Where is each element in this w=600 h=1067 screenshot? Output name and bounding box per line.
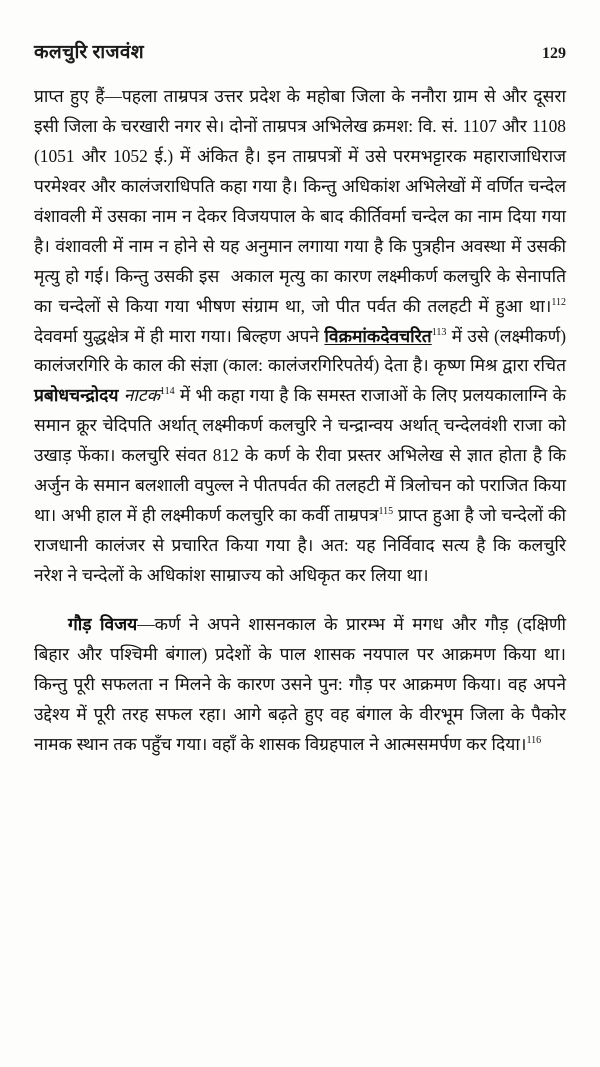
running-head-title: कलचुरि राजवंश [34, 42, 144, 63]
page-number: 129 [542, 45, 566, 62]
text-run: में उसे (लक्ष्मीकर्ण) कालंजरगिरि के काल की संज्ञा (काल: कालंजरगिरिपतेर्य) देता है। कृष्ण मिश्र द्वारा रचित [34, 325, 571, 376]
text-run: प्राप्त हुए हैं—पहला ताम्रपत्र उत्तर प्रदेश के महोबा जिला के ननौरा ग्राम से और दूसरा इसी जिला के चरखारी नगर से। दोनों ताम्रपत्र अभिलेख क्रमश: वि. सं. 1107 और 1108 (1051 और 1052 ई.) में अंकित है। इन ताम्रपत्रों में उसे परमभट्टारक महाराजाधिराज परमेश्वर और कालंजराधिपति कहा गया है। किन्तु अधिकांश अभिलेखों में वर्णित चन्देल वंशावली में उसका नाम न देकर विजयपाल के बाद कीर्तिवर्मा चन्देल का नाम दिया गया है। वंशावली में नाम न होने से यह अनुमान लगाया गया है कि पुत्रहीन अवस्था में उसकी मृत्यु हो गई। किन्तु उसकी इस अकाल मृत्यु का कारण लक्ष्मीकर्ण कलचुरि के सेनापति का चन्देलों से किया गया भीषण संग्राम था, जो पीत पर्वत की तलहटी में हुआ था। [34, 86, 571, 316]
text-run: देववर्मा युद्धक्षेत्र में ही मारा गया। बिल्हण अपने [34, 295, 571, 346]
text-run: —कर्ण ने अपने शासनकाल के प्रारम्भ में मगध और गौड़ (दक्षिणी बिहार और पश्चिमी बंगाल) प्रदेशों के पाल शासक नयपाल पर आक्रमण किया था। किन्तु पूरी सफलता न मिलने के कारण उसने पुन: गौड़ पर आक्रमण किया। वह अपने उद्देश्य में पूरी तरह सफल रहा। आगे बढ़ते हुए वह बंगाल के वीरभूम जिला के पैकोर नामक स्थान तक पहुँच गया। वहाँ के शासक विग्रहपाल ने आत्मसमर्पण कर दिया। [34, 613, 571, 754]
page-body [34, 82, 571, 760]
emphasis-bold: गौड़ विजय [68, 613, 138, 634]
emphasis-bold: प्रबोधचन्द्रोदय [34, 385, 119, 406]
footnote-marker: 112 [551, 296, 566, 308]
footnote-marker: 113 [431, 326, 447, 338]
work-title: विक्रमांकदेवचरित [324, 325, 432, 346]
footnote-marker: 114 [160, 386, 175, 398]
emphasis-italic: नाटक [118, 385, 160, 406]
paragraph [34, 82, 571, 591]
page-header [34, 38, 566, 64]
footnote-marker: 116 [526, 734, 542, 746]
footnote-marker: 115 [378, 506, 394, 518]
text-run: प्राप्त हुआ है जो चन्देलों की राजधानी कालंजर से प्रचारित किया गया है। अत: यह निर्विवाद सत्य है कि कलचुरि नरेश ने चन्देलों के अधिकांश साम्राज्य को अधिकृत कर लिया था। [34, 505, 571, 585]
paragraph [34, 610, 571, 760]
text-run: में भी कहा गया है कि समस्त राजाओं के लिए प्रलयकालाग्नि के समान क्रूर चेदिपति अर्थात् लक्ष्मीकर्ण कलचुरि ने चन्द्रान्वय अर्थात् चन्देलवंशी राजा को उखाड़ फेंका। कलचुरि संवत 812 के कर्ण के रीवा प्रस्तर अभिलेख से ज्ञात होता है कि अर्जुन के समान बलशाली वपुल्ल ने पीतपर्वत की तलहटी में त्रिलोचन को पराजित किया था। अभी हाल में ही लक्ष्मीकर्ण कलचुरि का कर्वी ताम्रपत्र [34, 385, 571, 526]
